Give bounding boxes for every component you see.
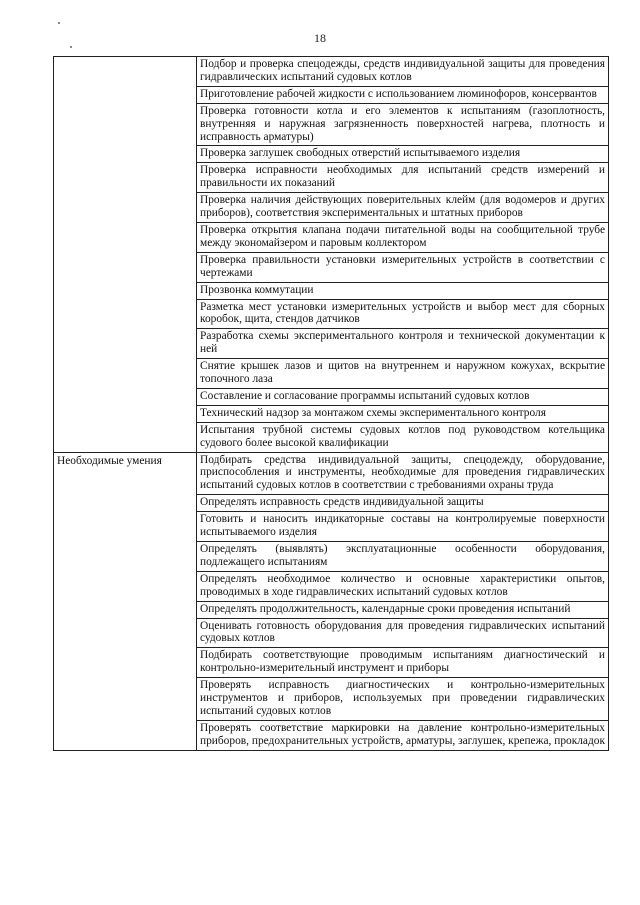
table-row-skills bbox=[54, 452, 609, 750]
list-item: Проверка готовности котла и его элементов к испытаниям (газоплотность, внутренняя и наружная загрязненность поверхностей нагрева, плотность и исправность арматуры) bbox=[197, 104, 608, 147]
list-item: Составление и согласование программы испытаний судовых котлов bbox=[197, 389, 608, 406]
list-item: Приготовление рабочей жидкости с использованием люминофоров, консервантов bbox=[197, 87, 608, 104]
list-item: Подбирать средства индивидуальной защиты, спецодежду, оборудование, приспособления и инструменты, необходимые для проведения гидравлических испытаний судовых котлов в соответствии с требованиями охраны труда bbox=[197, 453, 608, 496]
list-item: Прозвонка коммутации bbox=[197, 283, 608, 300]
list-item: Испытания трубной системы судовых котлов под руководством котельщика судового более высокой квалификации bbox=[200, 423, 605, 449]
list-item: Проверять соответствие маркировки на давление контрольно-измерительных приборов, предохранительных устройств, арматуры, заглушек, крепежа, прокладок bbox=[200, 721, 606, 747]
list-item: Оценивать готовность оборудования для проведения гидравлических испытаний судовых котлов bbox=[197, 619, 608, 649]
scan-mark bbox=[58, 22, 60, 24]
list-item: Подбор и проверка спецодежды, средств индивидуальной защиты для проведения гидравлических испытаний судовых котлов bbox=[197, 57, 608, 87]
list-item: Готовить и наносить индикаторные составы на контролируемые поверхности испытываемого изделия bbox=[197, 512, 608, 542]
items-cell-skills bbox=[197, 452, 609, 750]
section-label: Необходимые умения bbox=[57, 454, 162, 467]
list-item: Определять исправность средств индивидуальной защиты bbox=[197, 495, 608, 512]
list-item: Определять (выявлять) эксплуатационные особенности оборудования, подлежащего испытаниям bbox=[197, 542, 608, 572]
list-item: Проверять исправность диагностических и контрольно-измерительных инструментов и приборов, используемых при проведении гидравлических испытаний судовых котлов bbox=[197, 678, 608, 721]
list-item: Технический надзор за монтажом схемы экспериментального контроля bbox=[197, 406, 608, 423]
competency-table bbox=[53, 56, 609, 751]
list-item: Проверка исправности необходимых для испытаний средств измерений и правильности их показаний bbox=[197, 163, 608, 193]
list-item: Разметка мест установки измерительных устройств и выбор мест для сборных коробок, щита, стендов датчиков bbox=[197, 300, 608, 330]
section-label bbox=[54, 57, 196, 58]
list-item: Определять продолжительность, календарные сроки проведения испытаний bbox=[197, 602, 608, 619]
scan-mark bbox=[70, 46, 72, 48]
list-item: Проверка открытия клапана подачи питательной воды на сообщительной трубе между экономайзером и паровым коллектором bbox=[197, 223, 608, 253]
list-item: Снятие крышек лазов и щитов на внутреннем и наружном кожухах, вскрытие топочного лаза bbox=[197, 359, 608, 389]
list-item: Подбирать соответствующие проводимым испытаниям диагностический и контрольно-измерительный инструмент и приборы bbox=[197, 648, 608, 678]
list-item: Проверка заглушек свободных отверстий испытываемого изделия bbox=[197, 146, 608, 163]
label-cell-skills bbox=[54, 452, 197, 750]
items-cell-actions bbox=[197, 57, 609, 453]
table-row-actions bbox=[54, 57, 609, 453]
list-item: Разработка схемы экспериментального контроля и технической документации к ней bbox=[197, 329, 608, 359]
list-item: Определять необходимое количество и основные характеристики опытов, проводимых в ходе гидравлических испытаний судовых котлов bbox=[197, 572, 608, 602]
label-cell-actions bbox=[54, 57, 197, 453]
list-item: Проверка правильности установки измерительных устройств в соответствии с чертежами bbox=[197, 253, 608, 283]
page-number: 18 bbox=[314, 31, 326, 45]
list-item: Проверка наличия действующих поверительных клейм (для водомеров и других приборов), соответствия экспериментальных и штатных приборов bbox=[197, 193, 608, 223]
